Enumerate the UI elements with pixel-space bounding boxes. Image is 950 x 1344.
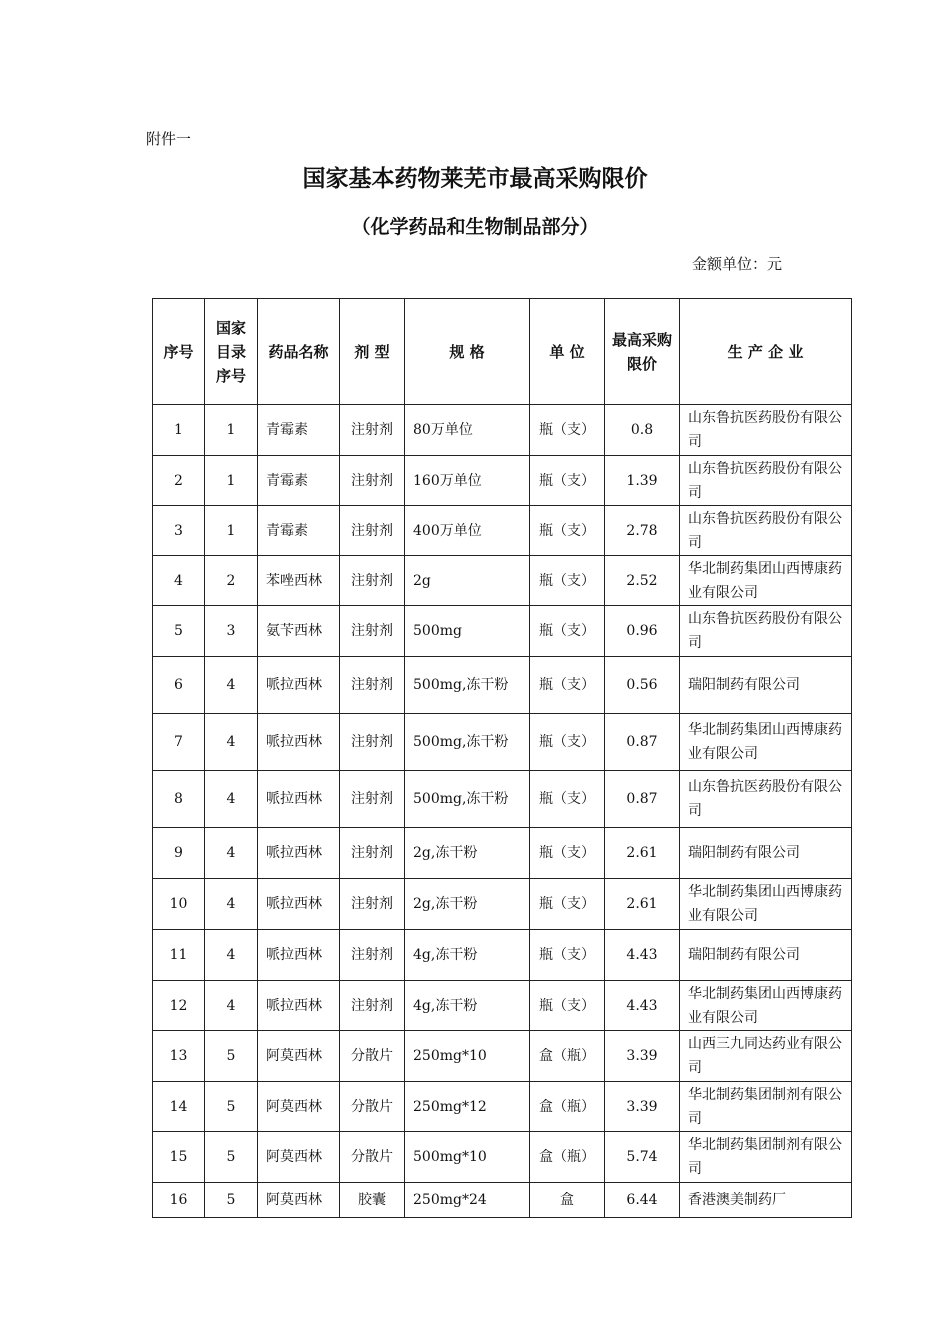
cell-dosage-form: 注射剂	[340, 879, 405, 930]
cell-dosage-form: 注射剂	[340, 556, 405, 606]
cell-drug-name: 阿莫西林	[258, 1132, 340, 1183]
cell-dosage-form: 注射剂	[340, 606, 405, 657]
cell-drug-name: 青霉素	[258, 405, 340, 456]
cell-spec: 80万单位	[405, 405, 530, 456]
cell-catalog-no: 4	[205, 828, 258, 879]
col-header-spec: 规 格	[405, 299, 530, 405]
cell-catalog-no: 5	[205, 1183, 258, 1218]
table-row	[153, 1082, 852, 1132]
cell-spec: 400万单位	[405, 506, 530, 556]
cell-catalog-no: 4	[205, 879, 258, 930]
cell-max-price: 6.44	[605, 1183, 680, 1218]
cell-manufacturer: 山东鲁抗医药股份有限公司	[680, 506, 852, 556]
cell-manufacturer: 山东鲁抗医药股份有限公司	[680, 771, 852, 828]
cell-row-no: 13	[153, 1031, 205, 1082]
cell-drug-name: 阿莫西林	[258, 1082, 340, 1132]
cell-dosage-form: 注射剂	[340, 456, 405, 506]
cell-unit: 瓶（支）	[530, 930, 605, 981]
table-row	[153, 556, 852, 606]
cell-spec: 250mg*12	[405, 1082, 530, 1132]
cell-catalog-no: 4	[205, 657, 258, 714]
cell-catalog-no: 4	[205, 771, 258, 828]
cell-row-no: 1	[153, 405, 205, 456]
cell-catalog-no: 1	[205, 456, 258, 506]
cell-spec: 250mg*10	[405, 1031, 530, 1082]
table-row	[153, 657, 852, 714]
cell-spec: 4g,冻干粉	[405, 930, 530, 981]
cell-max-price: 2.61	[605, 828, 680, 879]
cell-manufacturer: 山西三九同达药业有限公司	[680, 1031, 852, 1082]
cell-unit: 盒（瓶）	[530, 1132, 605, 1183]
cell-spec: 2g,冻干粉	[405, 828, 530, 879]
table-row	[153, 771, 852, 828]
table-row	[153, 1132, 852, 1183]
cell-max-price: 4.43	[605, 930, 680, 981]
table-row	[153, 1031, 852, 1082]
table-row	[153, 606, 852, 657]
cell-unit: 盒（瓶）	[530, 1082, 605, 1132]
cell-unit: 瓶（支）	[530, 714, 605, 771]
cell-manufacturer: 瑞阳制药有限公司	[680, 930, 852, 981]
cell-manufacturer: 华北制药集团山西博康药业有限公司	[680, 714, 852, 771]
cell-dosage-form: 注射剂	[340, 981, 405, 1031]
cell-manufacturer: 华北制药集团山西博康药业有限公司	[680, 981, 852, 1031]
table-body	[153, 405, 852, 1218]
cell-max-price: 0.56	[605, 657, 680, 714]
table-row	[153, 506, 852, 556]
col-header-manufacturer: 生 产 企 业	[680, 299, 852, 405]
col-header-catalog-no: 国家目录序号	[205, 299, 258, 405]
cell-spec: 4g,冻干粉	[405, 981, 530, 1031]
cell-unit: 瓶（支）	[530, 606, 605, 657]
cell-max-price: 2.52	[605, 556, 680, 606]
cell-spec: 500mg,冻干粉	[405, 657, 530, 714]
cell-drug-name: 阿莫西林	[258, 1031, 340, 1082]
cell-manufacturer: 瑞阳制药有限公司	[680, 828, 852, 879]
cell-catalog-no: 1	[205, 506, 258, 556]
cell-spec: 250mg*24	[405, 1183, 530, 1218]
cell-catalog-no: 5	[205, 1082, 258, 1132]
cell-manufacturer: 山东鲁抗医药股份有限公司	[680, 606, 852, 657]
cell-catalog-no: 1	[205, 405, 258, 456]
cell-unit: 瓶（支）	[530, 771, 605, 828]
cell-manufacturer: 华北制药集团制剂有限公司	[680, 1082, 852, 1132]
cell-drug-name: 哌拉西林	[258, 981, 340, 1031]
cell-unit: 瓶（支）	[530, 828, 605, 879]
cell-drug-name: 哌拉西林	[258, 828, 340, 879]
cell-dosage-form: 注射剂	[340, 930, 405, 981]
cell-catalog-no: 4	[205, 714, 258, 771]
cell-dosage-form: 注射剂	[340, 714, 405, 771]
cell-max-price: 1.39	[605, 456, 680, 506]
col-header-dosage-form: 剂 型	[340, 299, 405, 405]
cell-spec: 500mg*10	[405, 1132, 530, 1183]
cell-spec: 160万单位	[405, 456, 530, 506]
cell-drug-name: 哌拉西林	[258, 879, 340, 930]
col-header-unit: 单 位	[530, 299, 605, 405]
cell-row-no: 15	[153, 1132, 205, 1183]
table-row	[153, 879, 852, 930]
page-title: 国家基本药物莱芜市最高采购限价	[302, 166, 648, 192]
cell-max-price: 0.87	[605, 714, 680, 771]
currency-unit-note: 金额单位：元	[692, 255, 783, 273]
cell-row-no: 9	[153, 828, 205, 879]
cell-drug-name: 青霉素	[258, 506, 340, 556]
table-row	[153, 930, 852, 981]
cell-unit: 瓶（支）	[530, 506, 605, 556]
cell-max-price: 4.43	[605, 981, 680, 1031]
cell-manufacturer: 山东鲁抗医药股份有限公司	[680, 405, 852, 456]
cell-max-price: 3.39	[605, 1031, 680, 1082]
cell-manufacturer: 瑞阳制药有限公司	[680, 657, 852, 714]
table-row	[153, 456, 852, 506]
cell-manufacturer: 华北制药集团山西博康药业有限公司	[680, 556, 852, 606]
col-header-drug-name: 药品名称	[258, 299, 340, 405]
attachment-label: 附件一	[146, 130, 192, 148]
cell-max-price: 3.39	[605, 1082, 680, 1132]
cell-drug-name: 哌拉西林	[258, 657, 340, 714]
cell-spec: 500mg,冻干粉	[405, 714, 530, 771]
cell-manufacturer: 山东鲁抗医药股份有限公司	[680, 456, 852, 506]
cell-manufacturer: 华北制药集团山西博康药业有限公司	[680, 879, 852, 930]
cell-drug-name: 苯唑西林	[258, 556, 340, 606]
cell-manufacturer: 香港澳美制药厂	[680, 1183, 852, 1218]
table-row	[153, 828, 852, 879]
cell-unit: 瓶（支）	[530, 405, 605, 456]
cell-row-no: 7	[153, 714, 205, 771]
cell-max-price: 0.87	[605, 771, 680, 828]
cell-unit: 瓶（支）	[530, 456, 605, 506]
table-header-row	[153, 299, 852, 405]
cell-dosage-form: 注射剂	[340, 771, 405, 828]
cell-row-no: 2	[153, 456, 205, 506]
cell-unit: 瓶（支）	[530, 556, 605, 606]
cell-dosage-form: 分散片	[340, 1082, 405, 1132]
cell-dosage-form: 注射剂	[340, 405, 405, 456]
cell-catalog-no: 5	[205, 1031, 258, 1082]
cell-row-no: 10	[153, 879, 205, 930]
cell-dosage-form: 分散片	[340, 1132, 405, 1183]
cell-row-no: 11	[153, 930, 205, 981]
cell-dosage-form: 胶囊	[340, 1183, 405, 1218]
cell-manufacturer: 华北制药集团制剂有限公司	[680, 1132, 852, 1183]
cell-row-no: 16	[153, 1183, 205, 1218]
cell-row-no: 4	[153, 556, 205, 606]
cell-drug-name: 哌拉西林	[258, 771, 340, 828]
cell-catalog-no: 5	[205, 1132, 258, 1183]
cell-row-no: 5	[153, 606, 205, 657]
table-row	[153, 714, 852, 771]
table-row	[153, 405, 852, 456]
cell-row-no: 14	[153, 1082, 205, 1132]
cell-row-no: 3	[153, 506, 205, 556]
cell-dosage-form: 注射剂	[340, 506, 405, 556]
cell-spec: 2g	[405, 556, 530, 606]
page-subtitle: （化学药品和生物制品部分）	[351, 216, 599, 238]
cell-max-price: 0.96	[605, 606, 680, 657]
cell-spec: 2g,冻干粉	[405, 879, 530, 930]
cell-catalog-no: 2	[205, 556, 258, 606]
table-row	[153, 1183, 852, 1218]
cell-drug-name: 阿莫西林	[258, 1183, 340, 1218]
cell-unit: 瓶（支）	[530, 981, 605, 1031]
cell-drug-name: 氨苄西林	[258, 606, 340, 657]
cell-row-no: 8	[153, 771, 205, 828]
cell-spec: 500mg,冻干粉	[405, 771, 530, 828]
cell-max-price: 2.61	[605, 879, 680, 930]
cell-unit: 瓶（支）	[530, 657, 605, 714]
cell-unit: 盒（瓶）	[530, 1031, 605, 1082]
cell-catalog-no: 4	[205, 981, 258, 1031]
cell-dosage-form: 注射剂	[340, 657, 405, 714]
cell-drug-name: 哌拉西林	[258, 930, 340, 981]
cell-drug-name: 哌拉西林	[258, 714, 340, 771]
col-header-no: 序号	[153, 299, 205, 405]
price-table	[152, 298, 852, 1218]
cell-max-price: 5.74	[605, 1132, 680, 1183]
cell-row-no: 12	[153, 981, 205, 1031]
cell-unit: 盒	[530, 1183, 605, 1218]
cell-row-no: 6	[153, 657, 205, 714]
cell-max-price: 2.78	[605, 506, 680, 556]
table-row	[153, 981, 852, 1031]
cell-max-price: 0.8	[605, 405, 680, 456]
cell-dosage-form: 分散片	[340, 1031, 405, 1082]
col-header-max-price: 最高采购限价	[605, 299, 680, 405]
cell-dosage-form: 注射剂	[340, 828, 405, 879]
cell-drug-name: 青霉素	[258, 456, 340, 506]
cell-unit: 瓶（支）	[530, 879, 605, 930]
cell-spec: 500mg	[405, 606, 530, 657]
cell-catalog-no: 3	[205, 606, 258, 657]
cell-catalog-no: 4	[205, 930, 258, 981]
